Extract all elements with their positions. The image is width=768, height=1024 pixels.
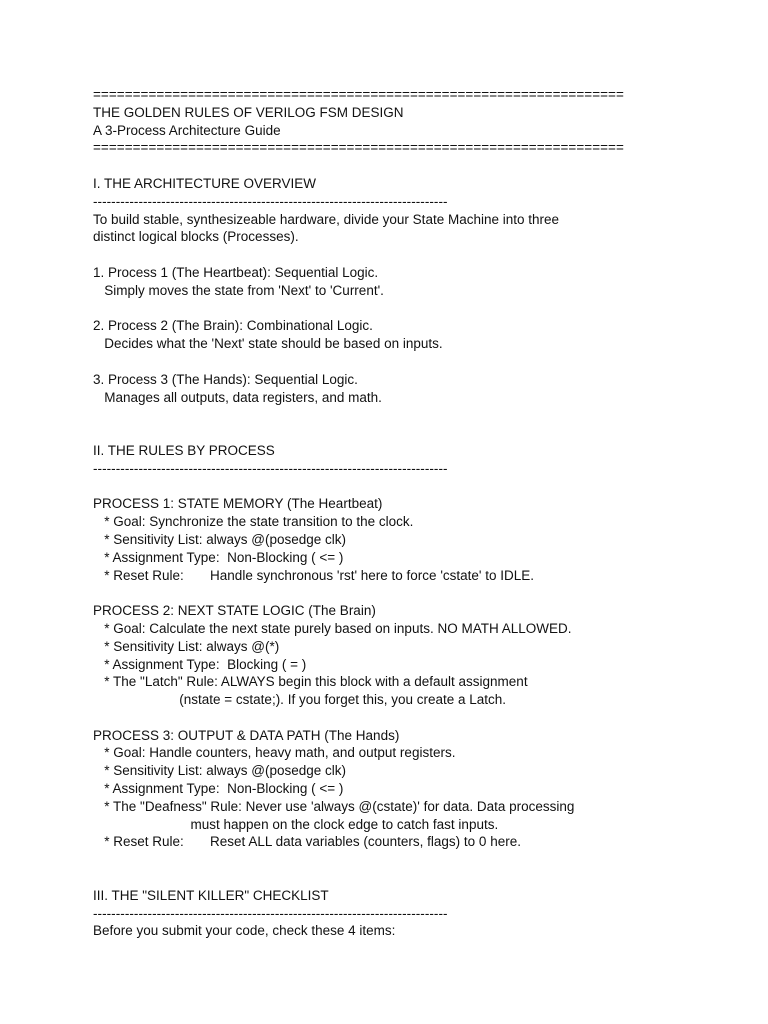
rule-bullet: * Assignment Type: Blocking ( = ) [93, 656, 307, 672]
blank-line [93, 300, 743, 318]
rule-bullet: * Reset Rule: Reset ALL data variables (counters, flags) to 0 here. [93, 834, 521, 850]
rule-bullet: * The "Latch" Rule: ALWAYS begin this block with a default assignment [93, 674, 528, 690]
rule-bullet: * Reset Rule: Handle synchronous 'rst' here to force 'cstate' to IDLE. [93, 567, 535, 583]
numbered-item: 2. Process 2 (The Brain): Combinational Logic. [93, 318, 373, 334]
blank-line [93, 246, 743, 264]
blank-line [93, 709, 743, 727]
document-subtitle: A 3-Process Architecture Guide [93, 122, 281, 138]
blank-line [93, 478, 743, 496]
process-heading: PROCESS 2: NEXT STATE LOGIC (The Brain) [93, 603, 376, 619]
rule-bullet: * Assignment Type: Non-Blocking ( <= ) [93, 549, 344, 565]
text-line: (nstate = cstate;). If you forget this, you create a Latch. [93, 692, 507, 708]
text-line: Decides what the 'Next' state should be based on inputs. [93, 336, 443, 352]
single-separator: ------------------------------------------------------------------------------ [93, 193, 448, 209]
section-heading: II. THE RULES BY PROCESS [93, 442, 275, 458]
blank-line [93, 584, 743, 602]
blank-line [93, 869, 743, 887]
blank-line [93, 851, 743, 869]
rule-bullet: * Sensitivity List: always @(*) [93, 638, 280, 654]
blank-line [93, 424, 743, 442]
double-separator: =================================================================== [93, 87, 624, 102]
section-heading: III. THE "SILENT KILLER" CHECKLIST [93, 887, 329, 903]
document-title: THE GOLDEN RULES OF VERILOG FSM DESIGN [93, 104, 404, 120]
text-line: must happen on the clock edge to catch fast inputs. [93, 816, 499, 832]
text-line: Manages all outputs, data registers, and math. [93, 389, 382, 405]
rule-bullet: * Sensitivity List: always @(posedge clk) [93, 763, 347, 779]
single-separator: ------------------------------------------------------------------------------ [93, 905, 448, 921]
blank-line [93, 353, 743, 371]
process-heading: PROCESS 1: STATE MEMORY (The Heartbeat) [93, 496, 383, 512]
single-separator: ------------------------------------------------------------------------------ [93, 460, 448, 476]
numbered-item: 3. Process 3 (The Hands): Sequential Logic. [93, 371, 358, 387]
text-line: Simply moves the state from 'Next' to 'Current'. [93, 282, 384, 298]
numbered-item: 1. Process 1 (The Heartbeat): Sequential Logic. [93, 264, 379, 280]
rule-bullet: * Assignment Type: Non-Blocking ( <= ) [93, 781, 344, 797]
text-line: distinct logical blocks (Processes). [93, 229, 299, 245]
process-heading: PROCESS 3: OUTPUT & DATA PATH (The Hands) [93, 727, 400, 743]
rule-bullet: * Sensitivity List: always @(posedge clk) [93, 531, 347, 547]
double-separator: =================================================================== [93, 140, 624, 156]
blank-line [93, 406, 743, 424]
rule-bullet: * Goal: Handle counters, heavy math, and output registers. [93, 745, 456, 761]
rule-bullet: * Goal: Synchronize the state transition to the clock. [93, 514, 414, 530]
document-page [93, 86, 743, 940]
section-heading: I. THE ARCHITECTURE OVERVIEW [93, 175, 317, 191]
text-line: Before you submit your code, check these 4 items: [93, 923, 396, 939]
rule-bullet: * Goal: Calculate the next state purely based on inputs. NO MATH ALLOWED. [93, 620, 572, 636]
text-line: To build stable, synthesizeable hardware, divide your State Machine into three [93, 211, 560, 227]
blank-line [93, 157, 743, 175]
rule-bullet: * The "Deafness" Rule: Never use 'always @(cstate)' for data. Data processing [93, 798, 575, 814]
